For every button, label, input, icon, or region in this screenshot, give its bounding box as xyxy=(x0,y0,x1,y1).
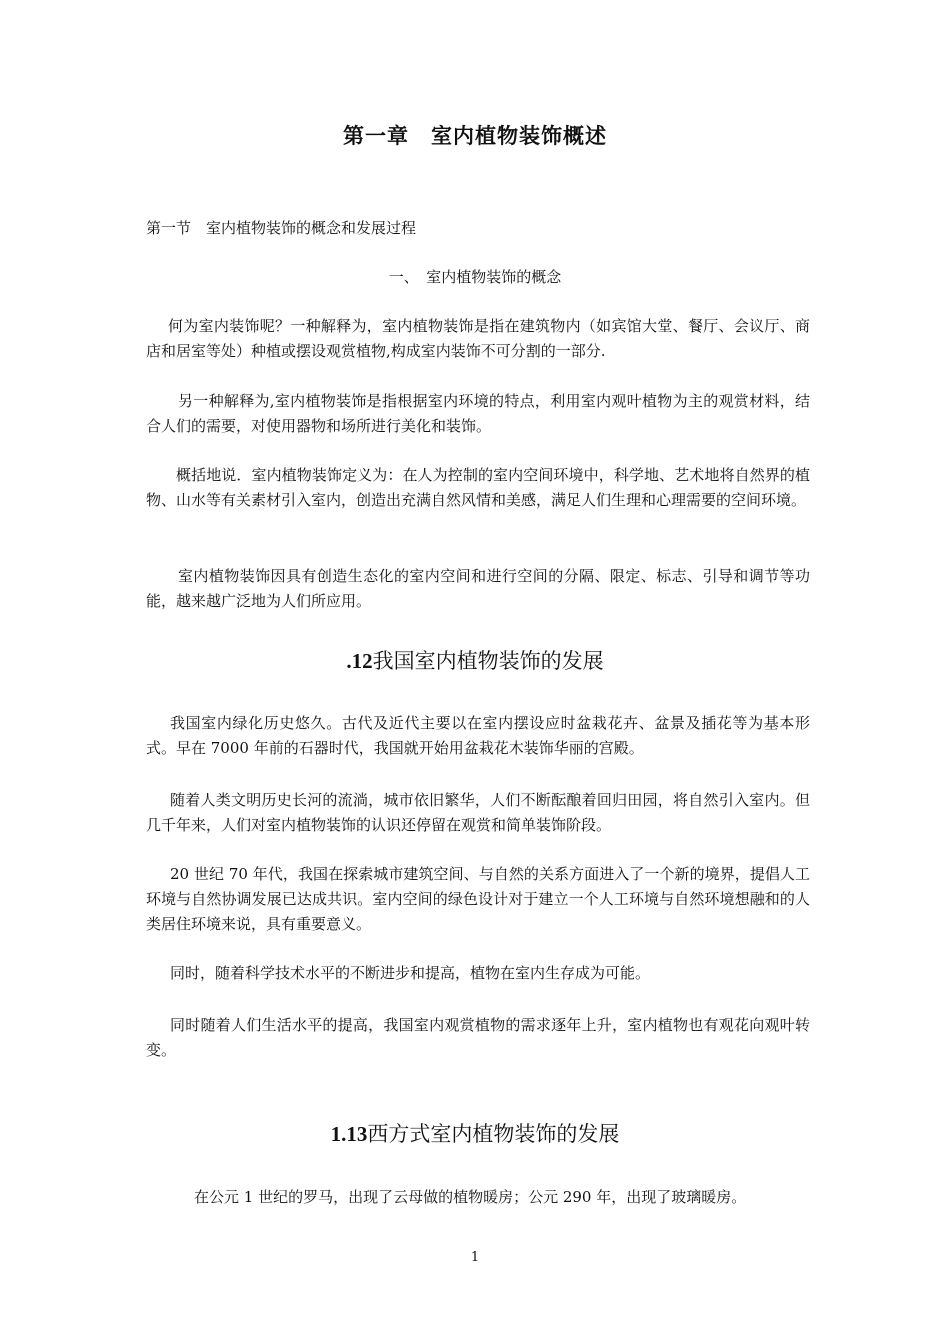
subsection-title: 一、 室内植物装饰的概念 xyxy=(388,268,562,286)
paragraph: 我国室内绿化历史悠久。古代及近代主要以在室内摆设应时盆栽花卉、盆景及插花等为基本形式。早在 7000 年前的石器时代，我国就开始用盆栽花木装饰华丽的宫殿。 xyxy=(146,714,810,757)
paragraph: 室内植物装饰因具有创造生态化的室内空间和进行空间的分隔、限定、标志、引导和调节等功能，越来越广泛地为人们所应用。 xyxy=(146,567,810,610)
page-number: 1 xyxy=(470,1250,480,1265)
paragraph: 随着人类文明历史长河的流淌，城市依旧繁华，人们不断酝酿着回归田园，将自然引入室内。但几千年来，人们对室内植物装饰的认识还停留在观赏和简单装饰阶段。 xyxy=(146,791,810,834)
section-title: 第一节 室内植物装饰的概念和发展过程 xyxy=(146,219,417,237)
paragraph: 何为室内装饰呢？一种解释为，室内植物装饰是指在建筑物内（如宾馆大堂、餐厅、会议厅、商店和居室等处）种植或摆设观赏植物,构成室内装饰不可分割的一部分. xyxy=(146,317,810,360)
paragraph: 概括地说．室内植物装饰定义为：在人为控制的室内空间环境中，科学地、艺术地将自然界的植物、山水等有关素材引入室内，创造出充满自然风情和美感，满足人们生理和心理需要的空间环境。 xyxy=(146,466,810,509)
heading-domestic-development xyxy=(0,645,950,675)
paragraph: 另一种解释为,室内植物装饰是指根据室内环境的特点，利用室内观叶植物为主的观赏材料，结合人们的需要，对使用器物和场所进行美化和装饰。 xyxy=(146,392,810,435)
heading-western-development xyxy=(0,1118,950,1148)
heading-number: .12 xyxy=(346,649,373,673)
paragraph: 20 世纪 70 年代，我国在探索城市建筑空间、与自然的关系方面进入了一个新的境界，提倡人工环境与自然协调发展已达成共识。室内空间的绿色设计对于建立一个人工环境与自然环境想融和的人类居住环境来说，具有重要意义。 xyxy=(146,865,810,933)
paragraph: 在公元 1 世纪的罗马，出现了云母做的植物暖房；公元 290 年，出现了玻璃暖房。 xyxy=(194,1188,747,1206)
paragraph: 同时随着人们生活水平的提高，我国室内观赏植物的需求逐年上升，室内植物也有观花向观叶转变。 xyxy=(146,1016,810,1059)
heading-number: 1.13 xyxy=(330,1122,368,1146)
heading-text: 我国室内植物装饰的发展 xyxy=(372,649,604,673)
heading-text: 西方式室内植物装饰的发展 xyxy=(367,1122,620,1146)
paragraph: 同时，随着科学技术水平的不断进步和提高，植物在室内生存成为可能。 xyxy=(170,964,651,982)
chapter-title: 第一章 室内植物装饰概述 xyxy=(343,123,607,148)
